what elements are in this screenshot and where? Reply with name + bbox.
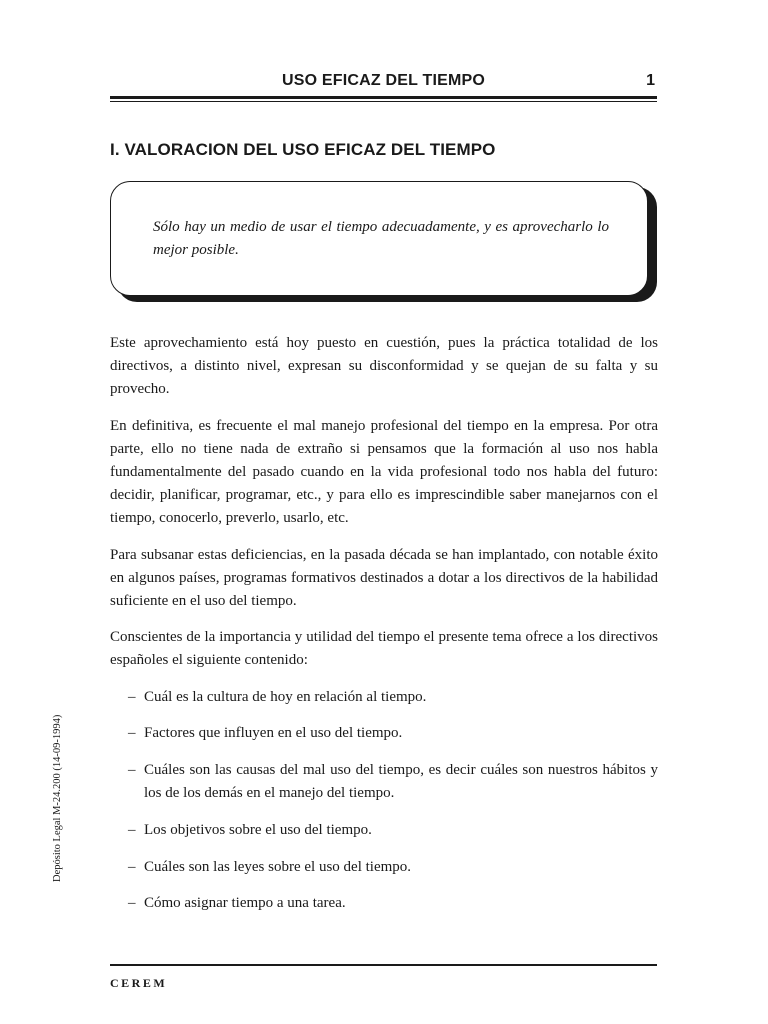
footer-brand: CEREM — [110, 976, 168, 990]
dash-marker: – — [128, 762, 136, 779]
paragraph: Para subsanar estas deficiencias, en la pasada década se han implantado, con notable éxito en algunos países, programas formativos destinados a dotar a los directivos de la habilidad suficiente en el uso del tiempo. — [110, 546, 658, 610]
legal-deposit-note: Depósito Legal M-24.200 (14-09-1994) — [52, 714, 63, 882]
dash-marker: – — [128, 821, 136, 838]
dash-marker: – — [128, 688, 136, 705]
content-list — [110, 686, 658, 916]
footer-rule — [110, 964, 657, 966]
list-item-text: Cuáles son las leyes sobre el uso del tiempo. — [144, 858, 412, 875]
running-title: USO EFICAZ DEL TIEMPO — [281, 72, 486, 89]
list-item — [110, 686, 658, 709]
page-number: 1 — [646, 72, 655, 89]
list-item — [110, 856, 658, 879]
list-item — [110, 759, 658, 805]
dash-marker: – — [128, 858, 136, 875]
paragraph: En definitiva, es frecuente el mal manejo profesional del tiempo en la empresa. Por otra parte, ello no tiene nada de extraño si pensamos que la formación al uso nos habla fundamentalmente del pasado cuando en la vida profesional todo nos habla del futuro: decidir, planificar, programar, etc., y para ello es imprescindible saber manejarnos con el tiempo, conocerlo, preverlo, usarlo, etc. — [110, 417, 658, 527]
list-item-text: Cómo asignar tiempo a una tarea. — [144, 895, 346, 912]
list-item-text: Cuál es la cultura de hoy en relación al tiempo. — [144, 688, 427, 705]
list-item-text: Los objetivos sobre el uso del tiempo. — [144, 821, 372, 838]
dash-marker: – — [128, 895, 136, 912]
paragraph: Conscientes de la importancia y utilidad del tiempo el presente tema ofrece a los directivos españoles el siguiente contenido: — [110, 629, 658, 669]
list-item-text: Factores que influyen en el uso del tiempo. — [144, 725, 403, 742]
quote-text: Sólo hay un medio de usar el tiempo adecuadamente, y es aprovecharlo lo mejor posible. — [153, 219, 609, 258]
list-item — [110, 722, 658, 745]
header-rule-thick — [110, 96, 657, 99]
body-text — [110, 332, 658, 929]
list-item — [110, 819, 658, 842]
dash-marker: – — [128, 725, 136, 742]
header-rule-thin — [110, 101, 657, 102]
list-item — [110, 892, 658, 915]
list-item-text: Cuáles son las causas del mal uso del tiempo, es decir cuáles son nuestros hábitos y los de los demás en el manejo del tiempo. — [144, 762, 658, 802]
paragraph: Este aprovechamiento está hoy puesto en cuestión, pues la práctica totalidad de los directivos, a distinto nivel, expresan su disconformidad y se quejan de su falta y su provecho. — [110, 335, 658, 398]
section-title: I. VALORACION DEL USO EFICAZ DEL TIEMPO — [110, 140, 496, 159]
page-header — [110, 72, 657, 94]
